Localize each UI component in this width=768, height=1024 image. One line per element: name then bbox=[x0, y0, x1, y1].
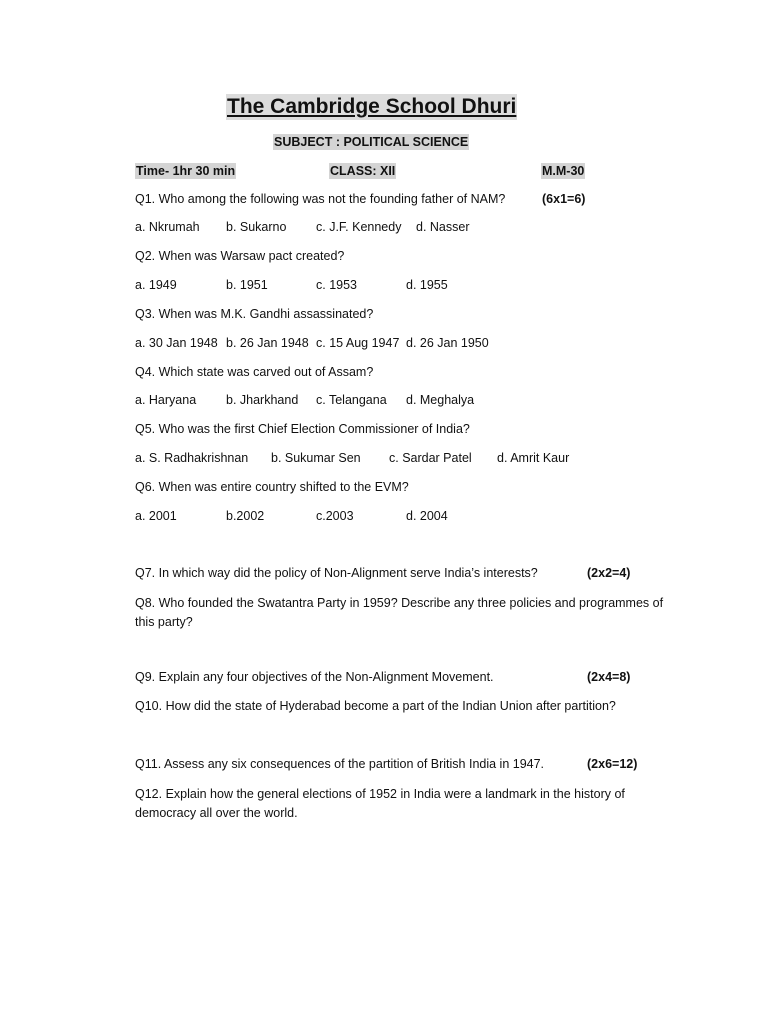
q6-option-b: b.2002 bbox=[226, 509, 265, 523]
q1-option-b: b. Sukarno bbox=[226, 220, 287, 234]
q1-option-d: d. Nasser bbox=[416, 220, 470, 234]
question-4: Q4. Which state was carved out of Assam? bbox=[135, 365, 374, 379]
q6-option-d: d. 2004 bbox=[406, 509, 448, 523]
section-a-marks: (6x1=6) bbox=[542, 192, 586, 206]
q2-option-d: d. 1955 bbox=[406, 278, 448, 292]
question-10: Q10. How did the state of Hyderabad become a part of the Indian Union after partition? bbox=[135, 699, 616, 713]
q5-option-d: d. Amrit Kaur bbox=[497, 451, 570, 465]
max-marks-label: M.M-30 bbox=[542, 164, 585, 178]
q4-option-b: b. Jharkhand bbox=[226, 393, 299, 407]
q2-option-c: c. 1953 bbox=[316, 278, 358, 292]
q3-option-c: c. 15 Aug 1947 bbox=[316, 336, 400, 350]
q4-option-a: a. Haryana bbox=[135, 393, 197, 407]
q4-option-c: c. Telangana bbox=[316, 393, 387, 407]
q5-option-b: b. Sukumar Sen bbox=[271, 451, 361, 465]
question-9: Q9. Explain any four objectives of the Non-Alignment Movement. bbox=[135, 670, 494, 684]
class-label: CLASS: XII bbox=[330, 164, 396, 178]
q1-option-c: c. J.F. Kennedy bbox=[316, 220, 402, 234]
section-b-marks: (2x2=4) bbox=[587, 566, 631, 580]
section-c-marks: (2x4=8) bbox=[587, 670, 631, 684]
q5-option-a: a. S. Radhakrishnan bbox=[135, 451, 249, 465]
q2-option-b: b. 1951 bbox=[226, 278, 268, 292]
q3-option-b: b. 26 Jan 1948 bbox=[226, 336, 309, 350]
q3-option-d: d. 26 Jan 1950 bbox=[406, 336, 489, 350]
question-7: Q7. In which way did the policy of Non-Alignment serve India’s interests? bbox=[135, 566, 538, 580]
question-3: Q3. When was M.K. Gandhi assassinated? bbox=[135, 307, 374, 321]
q3-option-a: a. 30 Jan 1948 bbox=[135, 336, 218, 350]
section-d-marks: (2x6=12) bbox=[587, 757, 638, 771]
question-11: Q11. Assess any six consequences of the partition of British India in 1947. bbox=[135, 757, 545, 771]
question-8: Q8. Who founded the Swatantra Party in 1959? Describe any three policies and programmes of this party? bbox=[135, 596, 664, 629]
question-1: Q1. Who among the following was not the founding father of NAM? bbox=[135, 192, 506, 206]
question-2: Q2. When was Warsaw pact created? bbox=[135, 249, 345, 263]
school-title: The Cambridge School Dhuri bbox=[227, 95, 517, 118]
q4-option-d: d. Meghalya bbox=[406, 393, 475, 407]
question-5: Q5. Who was the first Chief Election Commissioner of India? bbox=[135, 422, 470, 436]
q5-option-c: c. Sardar Patel bbox=[389, 451, 472, 465]
time-label: Time- 1hr 30 min bbox=[136, 164, 236, 178]
question-12: Q12. Explain how the general elections of 1952 in India were a landmark in the history of democracy all over the world. bbox=[135, 787, 625, 820]
q6-option-c: c.2003 bbox=[316, 509, 354, 523]
q2-option-a: a. 1949 bbox=[135, 278, 177, 292]
question-6: Q6. When was entire country shifted to the EVM? bbox=[135, 480, 409, 494]
q1-option-a: a. Nkrumah bbox=[135, 220, 200, 234]
subject-heading: SUBJECT : POLITICAL SCIENCE bbox=[274, 135, 469, 149]
q6-option-a: a. 2001 bbox=[135, 509, 177, 523]
